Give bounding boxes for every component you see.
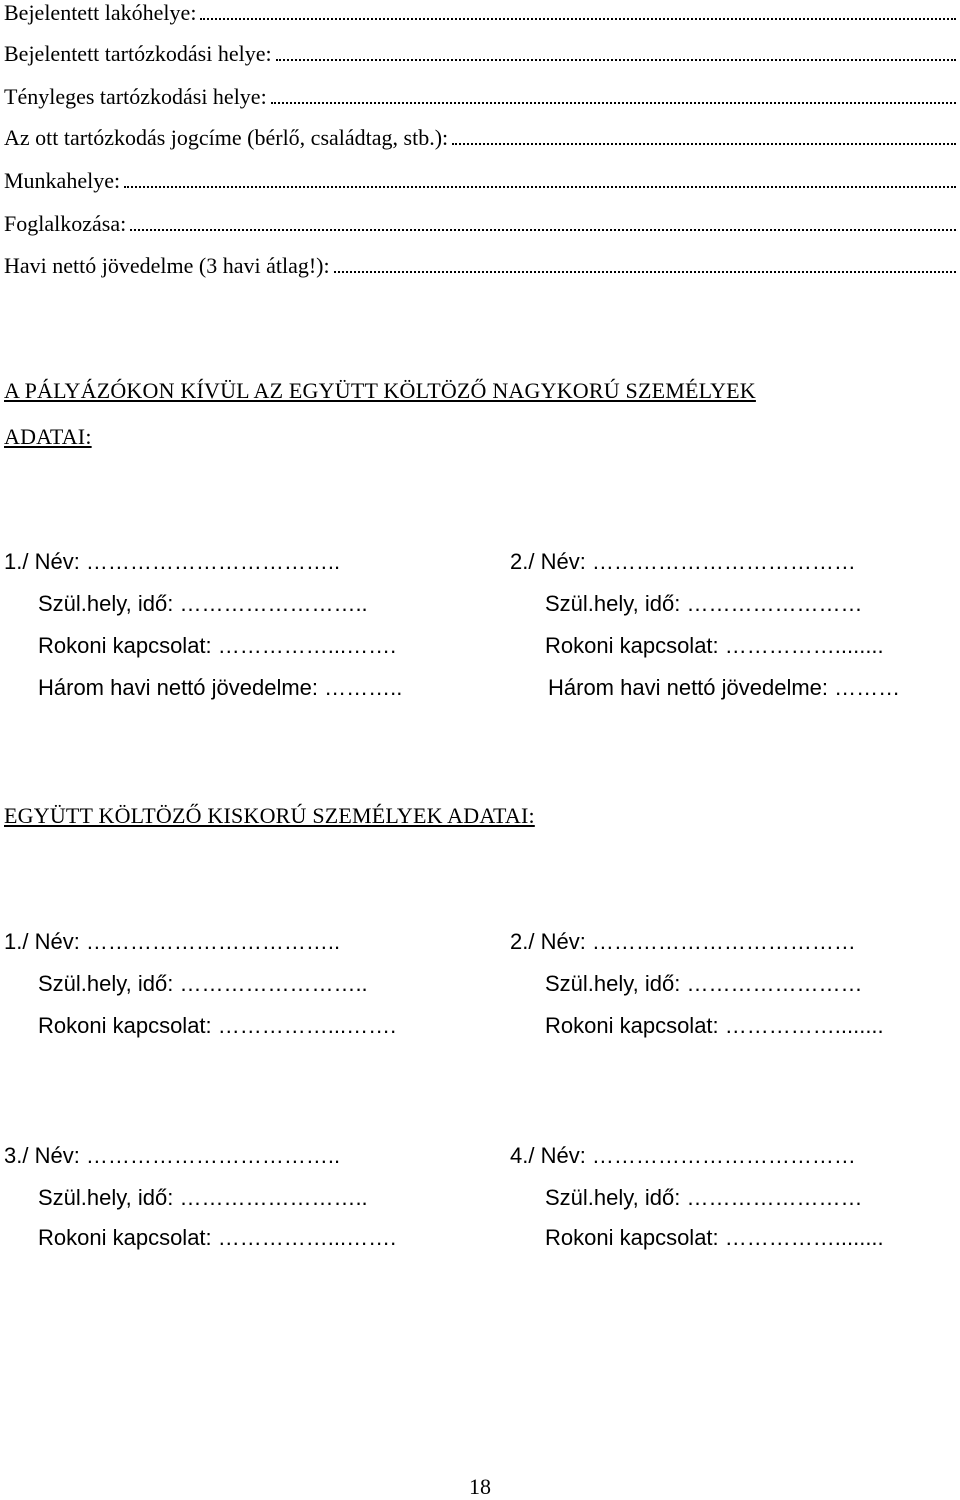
minor-3-relation[interactable]: Rokoni kapcsolat: ……………...……. <box>38 1225 397 1250</box>
field-label: Havi nettó jövedelme (3 havi átlag!): <box>4 253 330 278</box>
adult-1-name[interactable]: 1./ Név: …………………………….. <box>4 549 341 574</box>
minor-4-name[interactable]: 4./ Név: ……………………………… <box>510 1143 856 1168</box>
field-label: Foglalkozása: <box>4 211 127 236</box>
minor-1-relation[interactable]: Rokoni kapcsolat: ……………...……. <box>38 1013 397 1038</box>
adult-2-birth[interactable]: Szül.hely, idő: …………………… <box>545 591 863 616</box>
field-label: Bejelentett tartózkodási helye: <box>4 41 272 66</box>
adult-2-name[interactable]: 2./ Név: ……………………………… <box>510 549 856 574</box>
field-bejelentett-lakohely[interactable] <box>4 0 956 26</box>
dotted-fill-line <box>276 45 956 61</box>
adult-1-income[interactable]: Három havi nettó jövedelme: ……….. <box>38 675 403 700</box>
minor-2-relation[interactable]: Rokoni kapcsolat: ……………........ <box>545 1013 884 1038</box>
dotted-fill-line <box>334 257 956 273</box>
adult-section-heading: A PÁLYÁZÓKON KÍVÜL AZ EGYÜTT KÖLTÖZŐ NAGYKORÚ SZEMÉLYEK <box>4 378 756 403</box>
field-label: Bejelentett lakóhelye: <box>4 0 197 25</box>
minor-4-relation[interactable]: Rokoni kapcsolat: ……………........ <box>545 1225 884 1250</box>
adult-section-heading-cont: ADATAI: <box>4 424 92 449</box>
field-tenyleges-tartozkodasi-hely[interactable] <box>4 84 956 110</box>
minor-4-birth[interactable]: Szül.hely, idő: …………………… <box>545 1185 863 1210</box>
adult-1-birth[interactable]: Szül.hely, idő: …………………….. <box>38 591 368 616</box>
field-havi-netto-jovedelem[interactable] <box>4 253 956 279</box>
field-label: Az ott tartózkodás jogcíme (bérlő, családtag, stb.): <box>4 125 449 150</box>
adult-2-income[interactable]: Három havi nettó jövedelme: ……… <box>548 675 901 700</box>
dotted-fill-line <box>124 172 956 188</box>
field-jogcim[interactable] <box>4 125 956 151</box>
page-number: 18 <box>469 1474 491 1499</box>
field-label: Tényleges tartózkodási helye: <box>4 84 267 109</box>
minor-2-birth[interactable]: Szül.hely, idő: …………………… <box>545 971 863 996</box>
field-label: Munkahelye: <box>4 168 121 193</box>
field-bejelentett-tartozkodasi-hely[interactable] <box>4 41 956 67</box>
minor-3-birth[interactable]: Szül.hely, idő: …………………….. <box>38 1185 368 1210</box>
adult-2-relation[interactable]: Rokoni kapcsolat: ……………........ <box>545 633 884 658</box>
minor-1-name[interactable]: 1./ Név: …………………………….. <box>4 929 341 954</box>
minor-1-birth[interactable]: Szül.hely, idő: …………………….. <box>38 971 368 996</box>
field-foglalkozas[interactable] <box>4 211 956 237</box>
minor-3-name[interactable]: 3./ Név: …………………………….. <box>4 1143 341 1168</box>
dotted-fill-line <box>200 4 956 20</box>
minor-section-heading: EGYÜTT KÖLTÖZŐ KISKORÚ SZEMÉLYEK ADATAI: <box>4 803 535 828</box>
dotted-fill-line <box>130 215 956 231</box>
field-munkahely[interactable] <box>4 168 956 194</box>
dotted-fill-line <box>271 88 956 104</box>
minor-2-name[interactable]: 2./ Név: ……………………………… <box>510 929 856 954</box>
dotted-fill-line <box>452 129 956 145</box>
adult-1-relation[interactable]: Rokoni kapcsolat: ……………...……. <box>38 633 397 658</box>
